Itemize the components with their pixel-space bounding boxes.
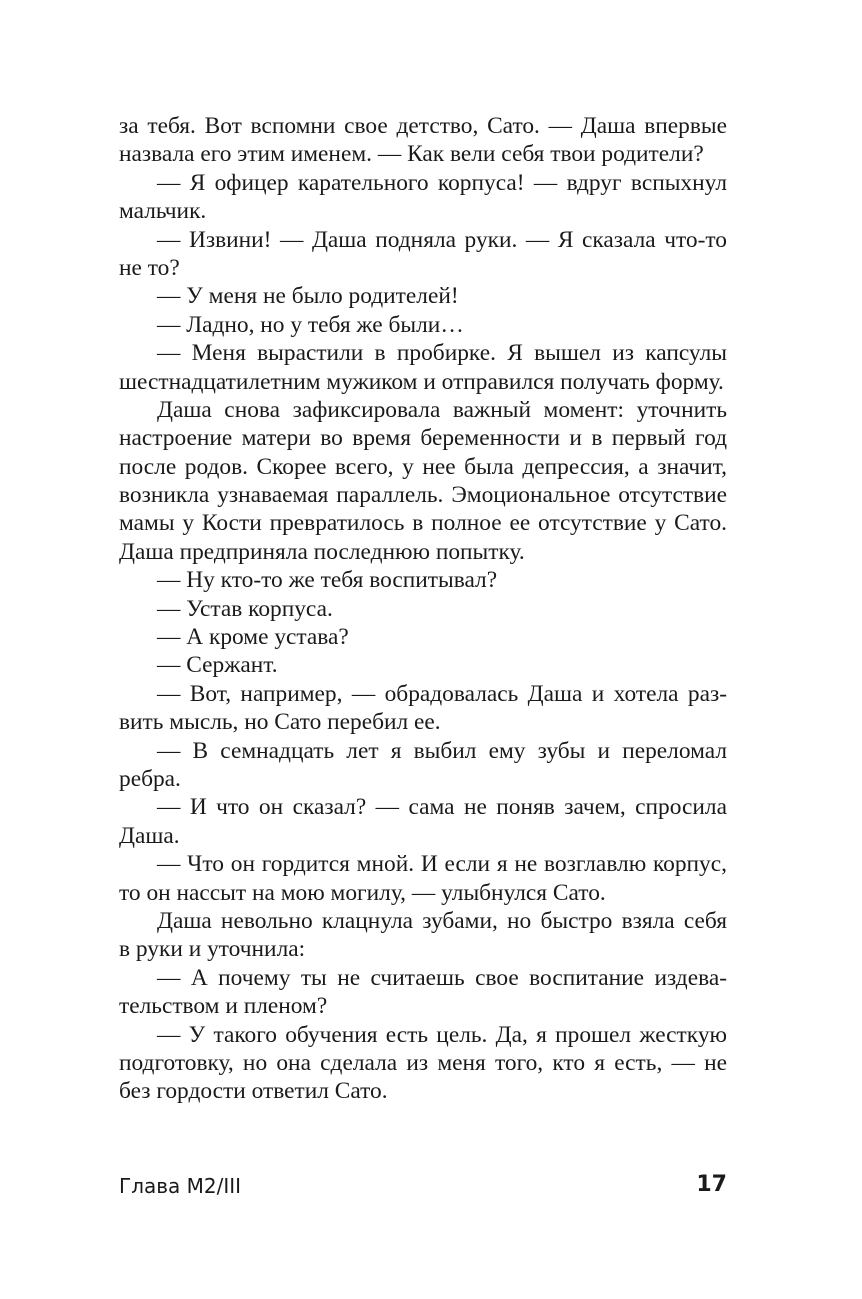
text-line: — Ладно, но у тебя же были… [157, 311, 464, 338]
text-line: ребра. [119, 765, 181, 792]
text-line: Даша. [119, 822, 180, 849]
text-line: мамы у Кости превратилось в полное ее отсутствие у Сато. [119, 510, 727, 537]
text-line: — Меня вырастили в пробирке. Я вышел из капсулы [157, 340, 727, 367]
text-line: — А почему ты не считаешь свое воспитание издева- [157, 964, 727, 991]
text-line: после родов. Скорее всего, у нее была депрессия, а значит, [119, 453, 727, 480]
text-line: назвала его этим именем. — Как вели себя твои родители? [119, 141, 704, 168]
text-line: Даша предприняла последнюю попытку. [119, 538, 525, 565]
text-line: — И что он сказал? — сама не поняв зачем, спросила [157, 794, 727, 821]
text-line: — У такого обучения есть цель. Да, я прошел жесткую [157, 1021, 727, 1048]
page-body [119, 112, 727, 1106]
text-line: в руки и уточнила: [119, 936, 306, 963]
text-line: то он нассыт на мою могилу, — улыбнулся Сато. [119, 879, 606, 906]
text-line: шестнадцатилетним мужиком и отправился получать форму. [119, 368, 724, 395]
text-line: — Устав корпуса. [157, 595, 333, 622]
text-line: — В семнадцать лет я выбил ему зубы и переломал [157, 737, 727, 764]
text-line: настроение матери во время беременности и в первый год [119, 425, 727, 452]
text-line: — А кроме устава? [157, 624, 349, 651]
text-line: подготовку, но она сделала из меня того, кто я есть, — не [119, 1049, 727, 1076]
text-line: — Вот, например, — обрадовалась Даша и хотела раз- [157, 680, 727, 707]
chapter-label: Глава М2/III [119, 1174, 242, 1198]
text-line: Даша невольно клацнула зубами, но быстро взяла себя [157, 907, 727, 934]
text-line: без гордости ответил Сато. [119, 1078, 388, 1105]
text-line: возникла узнаваемая параллель. Эмоциональное отсутствие [119, 482, 727, 509]
text-line: Даша снова зафиксировала важный момент: уточнить [157, 396, 727, 423]
text-line: вить мысль, но Сато перебил ее. [119, 709, 441, 736]
text-line: — Ну кто-то же тебя воспитывал? [157, 567, 498, 594]
text-line: — Извини! — Даша подняла руки. — Я сказала что-то [157, 226, 727, 253]
page-number: 17 [696, 1172, 727, 1197]
running-footer [119, 1170, 727, 1202]
text-line: тельством и пленом? [119, 993, 328, 1020]
text-line: за тебя. Вот вспомни свое детство, Сато. — Даша впервые [119, 113, 727, 139]
text-line: мальчик. [119, 198, 207, 225]
text-line: — Я офицер карательного корпуса! — вдруг вспыхнул [157, 169, 727, 196]
text-line: — У меня не было родителей! [157, 283, 459, 310]
text-line: — Что он гордится мной. И если я не возглавлю корпус, [157, 851, 727, 878]
text-line: — Сержант. [157, 652, 278, 679]
text-line: не то? [119, 254, 180, 281]
